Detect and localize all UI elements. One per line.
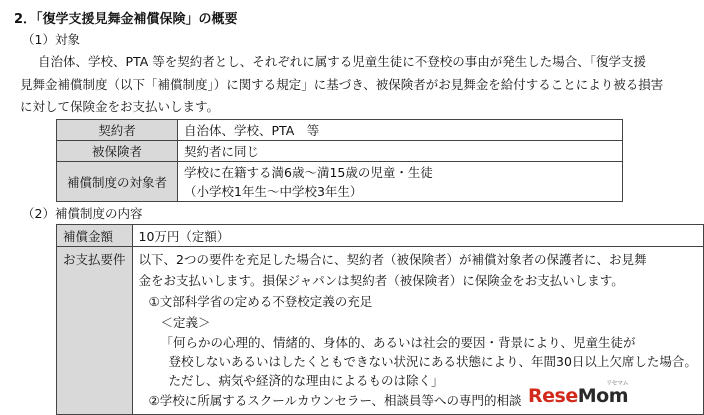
- logo-text-part1: Rese: [528, 385, 578, 407]
- resemom-logo: [528, 380, 628, 407]
- definition-line: 「何らかの心理的、情緒的、身体的、あるいは社会的要因・背景により、児童生徒が: [160, 335, 636, 350]
- table-label: 契約者: [57, 120, 178, 141]
- amount-label: 補償金額: [57, 225, 133, 247]
- section1-paragraph-line: に対して保険金をお支払いします。: [20, 99, 220, 114]
- table-value: [178, 162, 623, 202]
- requirement-line: 以下、2つの要件を充足した場合に、契約者（被保険者）が補償対象者の保護者に、お見舞: [138, 252, 647, 267]
- section2-heading: （2）補償制度の内容: [22, 206, 143, 221]
- section1-heading: （1）対象: [22, 32, 80, 47]
- table-row: [57, 141, 623, 162]
- table-row: [57, 162, 623, 202]
- document-title: 2．「復学支援見舞金補償保険」の概要: [14, 12, 238, 27]
- requirement-label: お支払要件: [57, 247, 133, 415]
- table-value-line: 学校に在籍する満6歳～満15歳の児童・生徒: [184, 164, 433, 180]
- table-label: 被保険者: [57, 141, 178, 162]
- section1-paragraph-line: 自治体、学校、PTA 等を契約者とし、それぞれに属する児童生徒に不登校の事由が発生した場合、「復学支援: [38, 54, 646, 69]
- table-value-line: （小学校1年生～中学校3年生）: [184, 183, 363, 199]
- definition-line: 登校しないあるいはしたくともできない状況にある状態により、年間30日以上欠席した場合。: [168, 354, 697, 369]
- requirement-line: 金をお支払いします。損保ジャパンは契約者（被保険者）に保険金をお支払いします。: [138, 273, 624, 288]
- requirement-line: ②学校に所属するスクールカウンセラー、相談員等への専門的相談: [148, 393, 522, 408]
- table-row: [57, 225, 704, 247]
- section1-paragraph-line: 見舞金補償制度（以下「補償制度」）に関する規定」に基づき、被保険者がお見舞金を給付することにより被る損害: [20, 77, 664, 92]
- definition-label: ＜定義＞: [160, 315, 211, 330]
- requirement-line: ①文部科学省の定める不登校定義の充足: [148, 294, 373, 309]
- logo-kana: リセマム: [606, 380, 628, 387]
- table-value: 自治体、学校、PTA 等: [178, 120, 623, 141]
- table-label: 補償制度の対象者: [57, 162, 178, 202]
- table-row: [57, 120, 623, 141]
- logo-text-part2: Mom: [577, 385, 628, 407]
- target-table: [56, 119, 623, 202]
- table-value: 契約者に同じ: [178, 141, 623, 162]
- definition-line: ただし、病気や経済的な理由によるものは除く」: [168, 373, 444, 388]
- amount-value: 10万円（定額）: [132, 225, 703, 247]
